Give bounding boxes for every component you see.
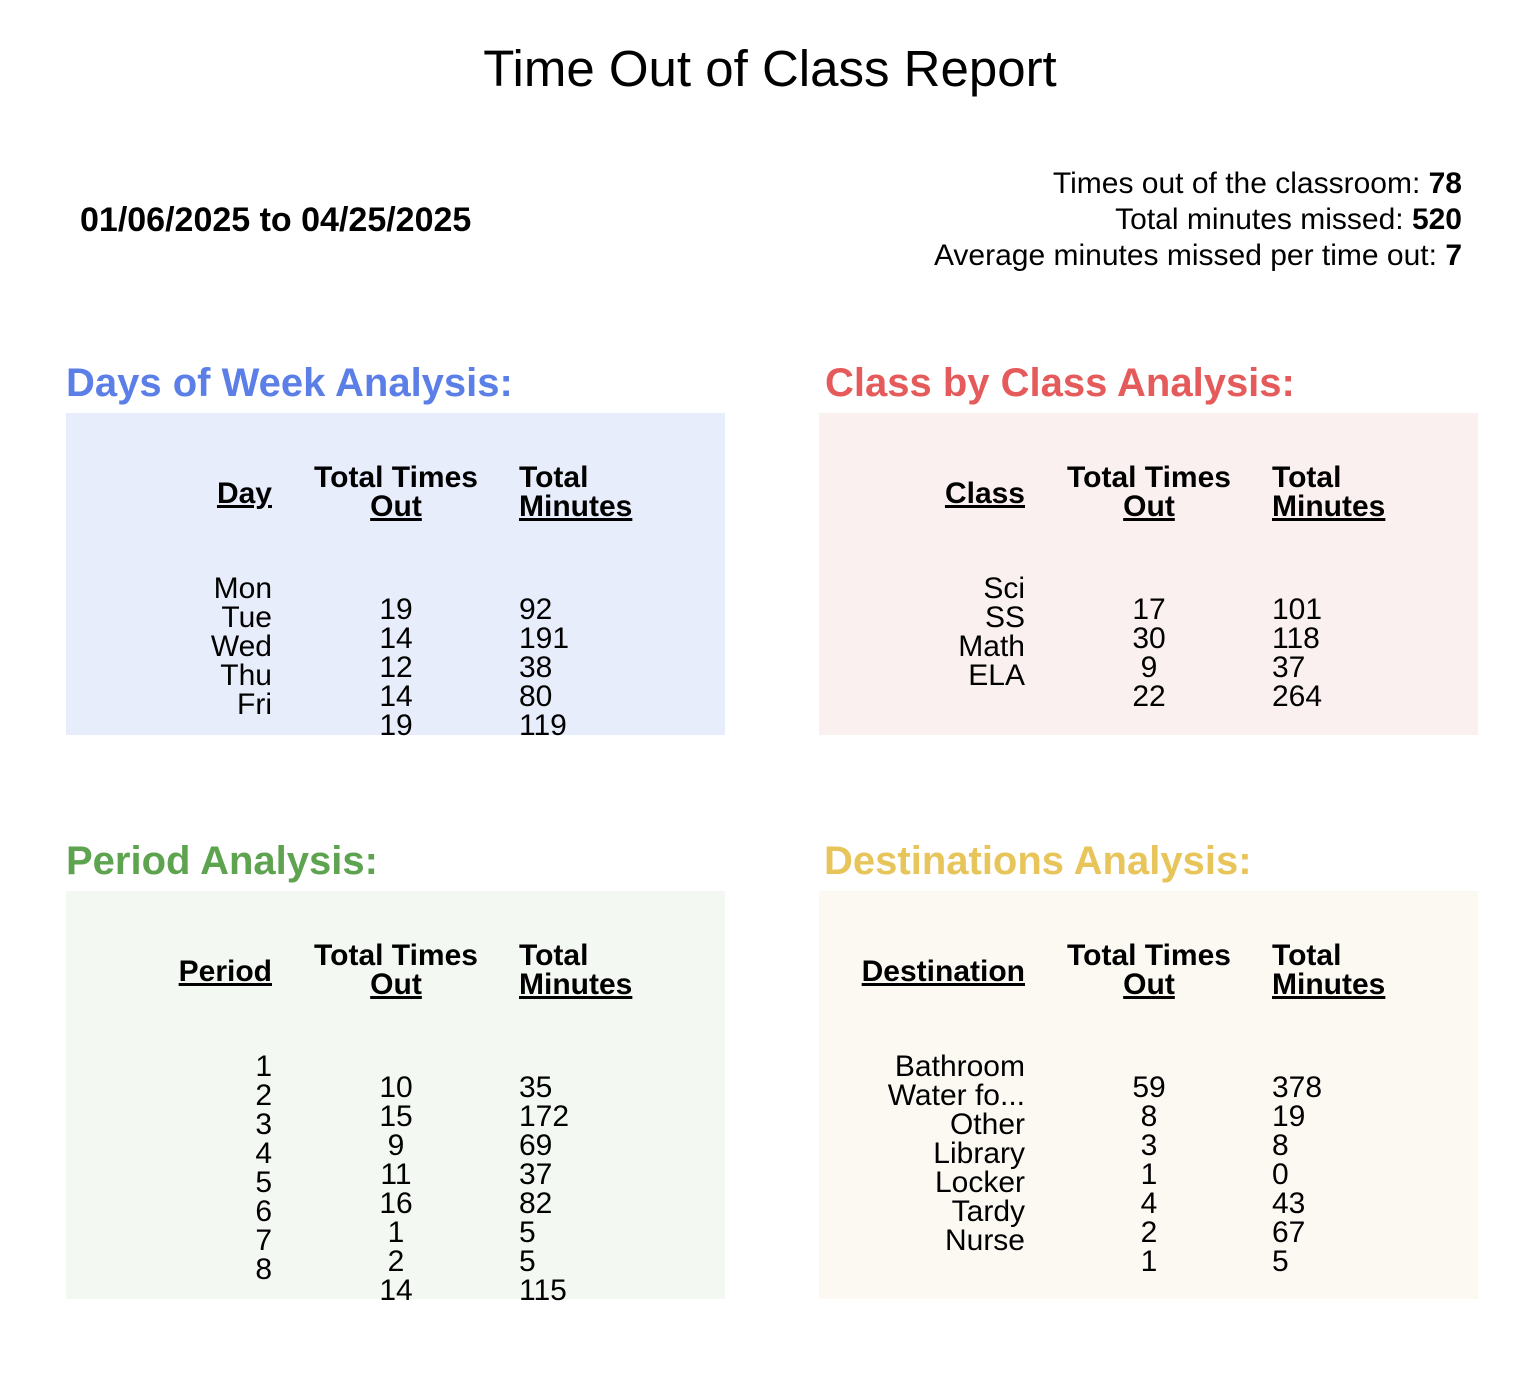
date-range: 01/06/2025 to 04/25/2025 (80, 201, 472, 239)
period-label-rows (66, 1052, 272, 1284)
table-cell: 67 (1272, 1216, 1306, 1249)
class-times-header (1055, 463, 1243, 521)
table-cell: 8 (1272, 1129, 1289, 1162)
destinations-minutes-rows (1272, 1073, 1472, 1276)
destinations-times-header (1055, 941, 1243, 999)
period-times-header-top: Total Times (314, 939, 478, 972)
summary-minutes-missed (934, 202, 1462, 238)
days-minutes-column (519, 463, 719, 740)
table-cell: 0 (1272, 1158, 1289, 1191)
table-cell: 17 (1132, 593, 1166, 626)
period-label-column (66, 957, 272, 1284)
period-times-header-bottom: Out (370, 968, 422, 1001)
days-minutes-header-top: Total (519, 461, 589, 494)
report-title: Time Out of Class Report (483, 40, 1057, 97)
period-minutes-rows (519, 1073, 719, 1305)
table-cell: 37 (1272, 651, 1306, 684)
table-cell: Mon (213, 572, 272, 605)
class-section-title: Class by Class Analysis: (825, 361, 1295, 405)
table-cell: 2 (1140, 1216, 1158, 1249)
table-cell: 3 (1140, 1129, 1158, 1162)
table-cell: 5 (519, 1245, 536, 1278)
days-times-rows (302, 595, 490, 740)
table-cell: 378 (1272, 1071, 1323, 1104)
table-cell: 4 (1140, 1187, 1158, 1220)
table-cell: 1 (1140, 1158, 1158, 1191)
table-cell: Sci (983, 572, 1025, 605)
table-cell: 264 (1272, 680, 1323, 713)
table-cell: Other (949, 1108, 1025, 1141)
days-minutes-rows (519, 595, 719, 740)
days-times-header-top: Total Times (314, 461, 478, 494)
table-cell: 5 (519, 1216, 536, 1249)
period-section-title: Period Analysis: (66, 839, 378, 883)
destinations-minutes-header (1272, 941, 1472, 999)
destinations-times-column (1055, 941, 1243, 1276)
destinations-minutes-header-top: Total (1272, 939, 1342, 972)
table-cell: 14 (379, 1274, 413, 1307)
period-label-header: Period (178, 955, 272, 988)
table-cell: Wed (210, 630, 272, 663)
destinations-minutes-header-bottom: Minutes (1272, 968, 1386, 1001)
table-cell: 191 (519, 622, 570, 655)
table-cell: Math (958, 630, 1025, 663)
days-section-title: Days of Week Analysis: (66, 361, 513, 405)
days-label-column (66, 479, 272, 719)
table-cell: SS (984, 601, 1025, 634)
table-cell: 115 (519, 1274, 567, 1307)
table-cell: 92 (519, 593, 553, 626)
class-panel (819, 413, 1478, 735)
table-cell: 172 (519, 1100, 570, 1133)
class-minutes-header-top: Total (1272, 461, 1342, 494)
table-cell: 22 (1132, 680, 1166, 713)
table-cell: 82 (519, 1187, 553, 1220)
days-panel (66, 413, 725, 742)
table-cell: 8 (1140, 1100, 1158, 1133)
table-cell: 9 (387, 1129, 405, 1162)
table-cell: Water fo... (887, 1079, 1025, 1112)
table-cell: 12 (379, 651, 413, 684)
days-minutes-header-bottom: Minutes (519, 490, 633, 523)
days-label-header: Day (216, 477, 272, 510)
summary-average-label: Average minutes missed per time out: (933, 239, 1446, 272)
summary-times-out (934, 166, 1462, 202)
class-minutes-column (1272, 463, 1472, 711)
period-minutes-header-top: Total (519, 939, 589, 972)
table-cell: 59 (1132, 1071, 1166, 1104)
days-times-column (302, 463, 490, 740)
summary-minutes-missed-value: 520 (1411, 203, 1462, 236)
destinations-times-header-bottom: Out (1123, 968, 1175, 1001)
days-times-header (302, 463, 490, 521)
table-cell: 37 (519, 1158, 553, 1191)
summary-times-out-value: 78 (1428, 167, 1462, 200)
table-cell: 69 (519, 1129, 553, 1162)
table-cell: 2 (255, 1079, 272, 1112)
table-cell: Tue (221, 601, 272, 634)
table-cell: Tardy (951, 1195, 1025, 1228)
table-cell: 5 (255, 1166, 272, 1199)
destinations-minutes-column (1272, 941, 1472, 1276)
summary-minutes-missed-label: Total minutes missed: (1115, 203, 1412, 236)
table-cell: 1 (387, 1216, 405, 1249)
period-panel (66, 891, 725, 1307)
table-cell: 14 (379, 680, 413, 713)
table-cell: 1 (1140, 1245, 1158, 1278)
destinations-label-rows (819, 1052, 1025, 1255)
table-cell: 11 (380, 1158, 412, 1191)
table-cell: 15 (379, 1100, 413, 1133)
class-times-rows (1055, 595, 1243, 711)
table-cell: 9 (1140, 651, 1158, 684)
period-times-rows (302, 1073, 490, 1305)
table-cell: Nurse (944, 1224, 1025, 1257)
table-cell: 2 (387, 1245, 405, 1278)
days-minutes-header (519, 463, 719, 521)
class-minutes-rows (1272, 595, 1472, 711)
table-cell: 16 (379, 1187, 413, 1220)
table-cell: 19 (1272, 1100, 1306, 1133)
class-label-header: Class (944, 477, 1025, 510)
table-cell: 43 (1272, 1187, 1306, 1220)
table-cell: 118 (1272, 622, 1320, 655)
period-minutes-header-bottom: Minutes (519, 968, 633, 1001)
period-times-column (302, 941, 490, 1305)
table-cell: 14 (379, 622, 413, 655)
table-cell: Fri (237, 688, 272, 721)
days-times-header-bottom: Out (370, 490, 422, 523)
table-cell: Thu (220, 659, 272, 692)
destinations-times-header-top: Total Times (1067, 939, 1231, 972)
table-cell: 4 (255, 1137, 272, 1170)
table-cell: 101 (1272, 593, 1323, 626)
summary-block (934, 166, 1462, 274)
destinations-panel (819, 891, 1478, 1299)
summary-times-out-label: Times out of the classroom: (1052, 167, 1429, 200)
table-cell: 10 (379, 1071, 413, 1104)
period-times-header (302, 941, 490, 999)
class-label-rows (819, 574, 1025, 690)
period-minutes-column (519, 941, 719, 1305)
destinations-label-column (819, 957, 1025, 1255)
days-label-rows (66, 574, 272, 719)
table-cell: 119 (519, 709, 567, 742)
table-cell: 30 (1132, 622, 1166, 655)
table-cell: 19 (379, 593, 413, 626)
class-times-column (1055, 463, 1243, 711)
period-minutes-header (519, 941, 719, 999)
table-cell: 1 (255, 1050, 272, 1083)
table-cell: 6 (255, 1195, 272, 1228)
table-cell: Bathroom (894, 1050, 1025, 1083)
table-cell: 38 (519, 651, 553, 684)
table-cell: Library (933, 1137, 1025, 1170)
table-cell: 80 (519, 680, 553, 713)
table-cell: 35 (519, 1071, 553, 1104)
table-cell: 7 (255, 1224, 272, 1257)
class-minutes-header-bottom: Minutes (1272, 490, 1386, 523)
class-times-header-top: Total Times (1067, 461, 1231, 494)
destinations-label-header: Destination (861, 955, 1025, 988)
table-cell: 8 (255, 1253, 272, 1286)
class-times-header-bottom: Out (1123, 490, 1175, 523)
summary-average (934, 238, 1462, 274)
table-cell: 19 (379, 709, 413, 742)
class-label-column (819, 479, 1025, 690)
destinations-section-title: Destinations Analysis: (824, 839, 1252, 883)
table-cell: Locker (934, 1166, 1025, 1199)
summary-average-value: 7 (1445, 239, 1462, 272)
table-cell: 5 (1272, 1245, 1289, 1278)
table-cell: ELA (968, 659, 1025, 692)
destinations-times-rows (1055, 1073, 1243, 1276)
table-cell: 3 (255, 1108, 272, 1141)
class-minutes-header (1272, 463, 1472, 521)
